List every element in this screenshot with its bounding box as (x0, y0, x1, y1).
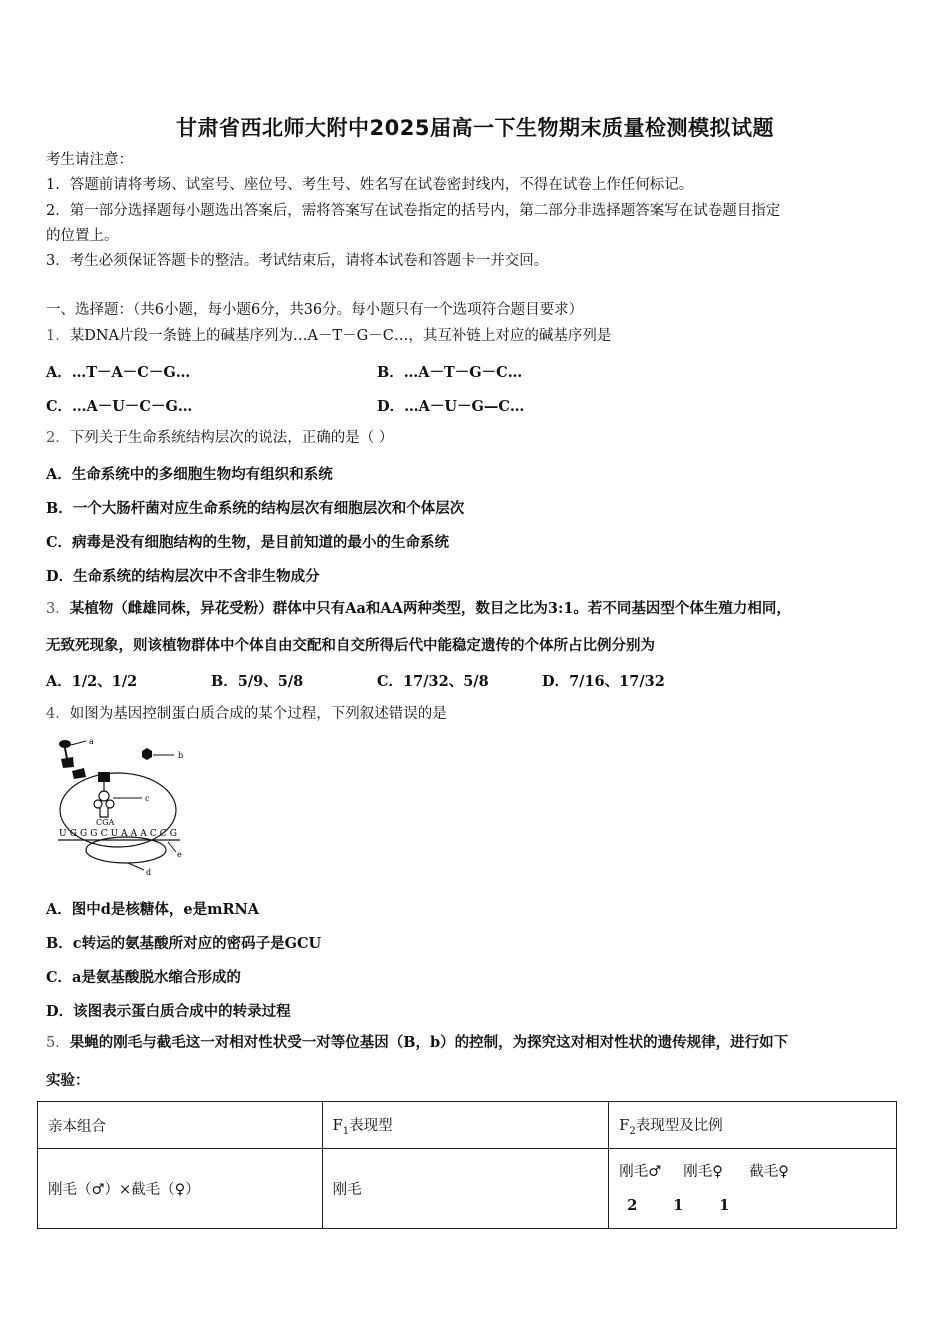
question-text: 下列关于生命系统结构层次的说法，正确的是（ ） (69, 430, 394, 446)
table-cell: 刚毛 (322, 1149, 609, 1229)
header-subscript: 1 (342, 1125, 350, 1137)
table-cell: 刚毛（♂）×截毛（♀） (38, 1149, 323, 1229)
notice-heading: 考生请注意： (46, 152, 133, 168)
question-5-stem-cont: 实验： (46, 1072, 90, 1089)
section-heading: 一、选择题：（共6小题，每小题6分，共36分。每小题只有一个选项符合题目要求） (46, 302, 584, 318)
q2-option-c[interactable]: C．病毒是没有细胞结构的生物，是目前知道的最小的生命系统 (46, 534, 450, 551)
table-header-cell (38, 1102, 323, 1149)
translation-figure (56, 735, 206, 880)
q1-option-a[interactable]: A．…T－A－C－G… (46, 364, 191, 381)
notice-item: 1．答题前请将考场、试室号、座位号、考生号、姓名写在试卷密封线内，不得在试卷上作任何标记。 (46, 177, 694, 193)
f2-phenotype: 刚毛♂ (619, 1163, 662, 1180)
question-4-stem (46, 704, 906, 724)
q1-option-c[interactable]: C．…A－U－C－G… (46, 398, 193, 415)
f2-ratio: 1 (719, 1196, 730, 1214)
q3-option-d[interactable]: D．7/16、17/32 (542, 673, 665, 690)
q2-option-b[interactable]: B．一个大肠杆菌对应生命系统的结构层次有细胞层次和个体层次 (46, 500, 465, 517)
question-text: 某植物（雌雄同株，异花受粉）群体中只有Aa和AA两种类型，数目之比为3:1。若不同基因型个体生殖力相同， (69, 600, 791, 617)
anticodon-text: CGA (96, 818, 115, 827)
trna-loop (106, 800, 114, 808)
q1-option-d[interactable]: D．…A－U－G—C… (377, 398, 525, 415)
question-3-stem-cont: 无致死现象，则该植物群体中个体自由交配和自交所得后代中能稳定遗传的个体所占比例分别为 (46, 637, 655, 654)
question-number: 5． (46, 1035, 70, 1051)
question-text: 果蝇的刚毛与截毛这一对相对性状受一对等位基因（B，b）的控制，为探究这对相对性状的遗传规律，进行如下 (69, 1034, 789, 1051)
label-e: e (177, 850, 182, 859)
label-a: a (89, 737, 94, 746)
question-number: 4． (46, 706, 70, 722)
header-text: 亲本组合 (48, 1118, 106, 1135)
ribosome-small-subunit (86, 837, 166, 863)
table-row (38, 1149, 897, 1229)
question-number: 1． (46, 328, 70, 344)
question-3-stem (46, 599, 906, 619)
label-pointer (128, 863, 144, 870)
f2-ratios (619, 1189, 886, 1223)
q4-option-c[interactable]: C．a是氨基酸脱水缩合形成的 (46, 969, 241, 986)
question-text: 某DNA片段一条链上的碱基序列为…A－T－G－C…，其互补链上对应的碱基序列是 (69, 328, 612, 344)
label-d: d (146, 868, 152, 877)
q4-option-a[interactable]: A．图中d是核糖体，e是mRNA (46, 901, 260, 918)
f2-ratio: 2 (627, 1196, 638, 1214)
header-text: 表现型及比例 (635, 1117, 723, 1134)
amino-acid-shape (72, 768, 86, 779)
peptide-bond-line (65, 748, 67, 759)
table-cell (609, 1149, 897, 1229)
q3-option-c[interactable]: C．17/32、5/8 (377, 673, 489, 690)
header-text: F (619, 1117, 630, 1134)
table-header-cell (609, 1102, 897, 1149)
mrna-sequence: UGGGCUAAACCG (59, 829, 177, 839)
notice-item: 的位置上。 (46, 228, 119, 244)
question-5-stem (46, 1033, 906, 1053)
q3-option-b[interactable]: B．5/9、5/8 (211, 673, 304, 690)
page-title: 甘肃省西北师大附中2025届高一下生物期末质量检测模拟试题 (176, 116, 774, 140)
trna-loop (94, 800, 102, 808)
header-text: F (332, 1117, 343, 1134)
trna-amino-acid (98, 772, 110, 782)
question-number: 2． (46, 430, 70, 446)
trna-loop (99, 791, 109, 801)
table-header-cell (322, 1102, 609, 1149)
f2-phenotype: 刚毛♀ (683, 1163, 723, 1180)
trna-anticodon-arm (100, 808, 108, 817)
ribosome-large-subunit (60, 773, 176, 847)
question-2-stem (46, 428, 906, 448)
question-text: 如图为基因控制蛋白质合成的某个过程，下列叙述错误的是 (69, 706, 447, 722)
header-subscript: 2 (629, 1125, 636, 1137)
q2-option-a[interactable]: A．生命系统中的多细胞生物均有组织和系统 (46, 466, 333, 483)
q1-option-b[interactable]: B．…A－T－G－C… (377, 364, 523, 381)
table-header-row (38, 1102, 897, 1149)
free-amino-acid-shape (142, 748, 152, 760)
label-b: b (178, 751, 184, 760)
question-1-stem (46, 326, 906, 346)
label-pointer (71, 741, 86, 745)
label-c: c (145, 794, 150, 803)
amino-acid-shape (59, 740, 71, 748)
header-text: 表现型 (349, 1117, 393, 1134)
notice-item: 3．考生必须保证答题卡的整洁。考试结束后，请将本试卷和答题卡一并交回。 (46, 253, 549, 269)
experiment-table (37, 1101, 897, 1229)
q3-option-a[interactable]: A．1/2、1/2 (46, 673, 138, 690)
notice-item: 2．第一部分选择题每小题选出答案后，需将答案写在试卷指定的括号内，第二部分非选择题答案写在试卷题目指定 (46, 203, 781, 219)
q4-option-d[interactable]: D．该图表示蛋白质合成中的转录过程 (46, 1003, 291, 1020)
f2-phenotype: 截毛♀ (749, 1163, 789, 1180)
f2-ratio: 1 (673, 1196, 684, 1214)
q4-option-b[interactable]: B．c转运的氨基酸所对应的密码子是GCU (46, 935, 322, 952)
amino-acid-shape (61, 757, 74, 768)
q2-option-d[interactable]: D．生命系统的结构层次中不含非生物成分 (46, 568, 320, 585)
f2-phenotypes (619, 1155, 886, 1189)
question-number: 3． (46, 601, 70, 617)
label-pointer (168, 842, 176, 852)
